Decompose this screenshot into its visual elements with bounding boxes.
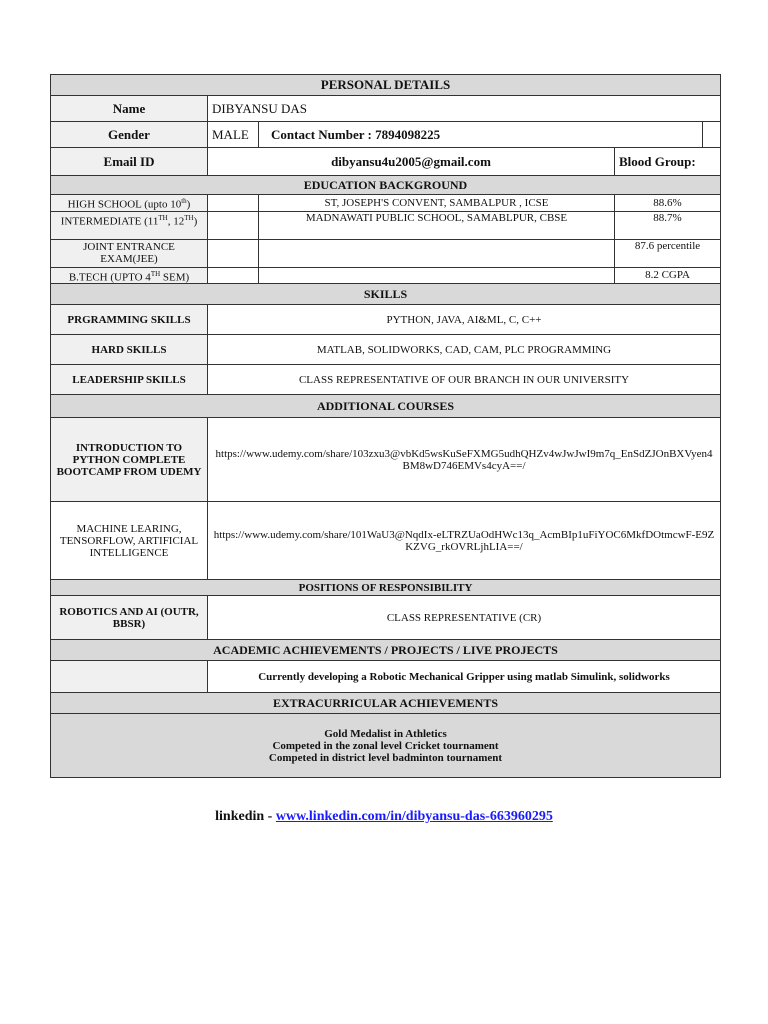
email-label: Email ID [51, 148, 208, 176]
name-value: DIBYANSU DAS [208, 96, 721, 122]
gender-label: Gender [51, 122, 208, 148]
extracurricular-header: EXTRACURRICULAR ACHIEVEMENTS [51, 693, 721, 714]
high-school-score: 88.6% [615, 195, 721, 212]
btech-score: 8.2 CGPA [615, 267, 721, 284]
personal-details-header: PERSONAL DETAILS [51, 75, 721, 96]
name-label: Name [51, 96, 208, 122]
academic-empty-label [51, 661, 208, 693]
programming-skills-label: PRGRAMMING SKILLS [51, 305, 208, 335]
intermediate-score: 88.7% [615, 211, 721, 239]
email-value: dibyansu4u2005@gmail.com [208, 148, 615, 176]
jee-label: JOINT ENTRANCE EXAM(JEE) [51, 239, 208, 267]
resume-table [50, 74, 721, 778]
leadership-skills-label: LEADERSHIP SKILLS [51, 365, 208, 395]
programming-skills-value: PYTHON, JAVA, AI&ML, C, C++ [208, 305, 721, 335]
intermediate-label: INTERMEDIATE (11TH, 12TH) [51, 211, 208, 239]
academic-header: ACADEMIC ACHIEVEMENTS / PROJECTS / LIVE PROJECTS [51, 640, 721, 661]
hard-skills-value: MATLAB, SOLIDWORKS, CAD, CAM, PLC PROGRAMMING [208, 335, 721, 365]
positions-role: CLASS REPRESENTATIVE (CR) [208, 596, 721, 640]
blood-group-label: Blood Group: [615, 148, 721, 176]
positions-header: POSITIONS OF RESPONSIBILITY [51, 580, 721, 596]
btech-label: B.TECH (UPTO 4TH SEM) [51, 267, 208, 284]
high-school-label: HIGH SCHOOL (upto 10th) [51, 195, 208, 212]
additional-courses-header: ADDITIONAL COURSES [51, 395, 721, 418]
extracurricular-item: Competed in district level badminton tournament [268, 751, 503, 764]
academic-project: Currently developing a Robotic Mechanical Gripper using matlab Simulink, solidworks [208, 661, 721, 693]
linkedin-url[interactable]: www.linkedin.com/in/dibyansu-das-663960295 [275, 809, 553, 824]
leadership-skills-value: CLASS REPRESENTATIVE OF OUR BRANCH IN OUR UNIVERSITY [208, 365, 721, 395]
high-school-name: ST, JOSEPH'S CONVENT, SAMBALPUR , ICSE [259, 195, 615, 212]
contact-number: Contact Number : 7894098225 [259, 122, 703, 148]
course-ml-url[interactable]: https://www.udemy.com/share/101WaU3@NqdIx-eLTRZUaOdHWc13q_AcmBIp1uFiYOC6MkfDOtmcwF-E9ZKZVG_rkOVRLjhLIA==/ [208, 502, 721, 580]
extracurricular-item: Competed in the zonal level Cricket tournament [272, 739, 499, 752]
hard-skills-label: HARD SKILLS [51, 335, 208, 365]
education-header: EDUCATION BACKGROUND [51, 176, 721, 195]
contact-empty-cell [703, 122, 721, 148]
course-ml-label: MACHINE LEARING, TENSORFLOW, ARTIFICIAL INTELLIGENCE [51, 502, 208, 580]
linkedin-line [0, 809, 768, 825]
jee-score: 87.6 percentile [615, 239, 721, 267]
course-python-label: INTRODUCTION TO PYTHON COMPLETE BOOTCAMP FROM UDEMY [51, 418, 208, 502]
linkedin-label: linkedin - [215, 809, 276, 824]
intermediate-school-name: MADNAWATI PUBLIC SCHOOL, SAMABLPUR, CBSE [259, 211, 615, 239]
gender-value: MALE [208, 122, 259, 148]
extracurricular-item: Gold Medalist in Athletics [324, 727, 447, 740]
extracurricular-list [51, 714, 721, 778]
course-python-url[interactable]: https://www.udemy.com/share/103zxu3@vbKd5wsKuSeFXMG5udhQHZv4wJwJwI9m7q_EnSdZJOnBXVyen4BM8wD746EMVs4cyA==/ [208, 418, 721, 502]
skills-header: SKILLS [51, 284, 721, 305]
positions-org-label: ROBOTICS AND AI (OUTR, BBSR) [51, 596, 208, 640]
